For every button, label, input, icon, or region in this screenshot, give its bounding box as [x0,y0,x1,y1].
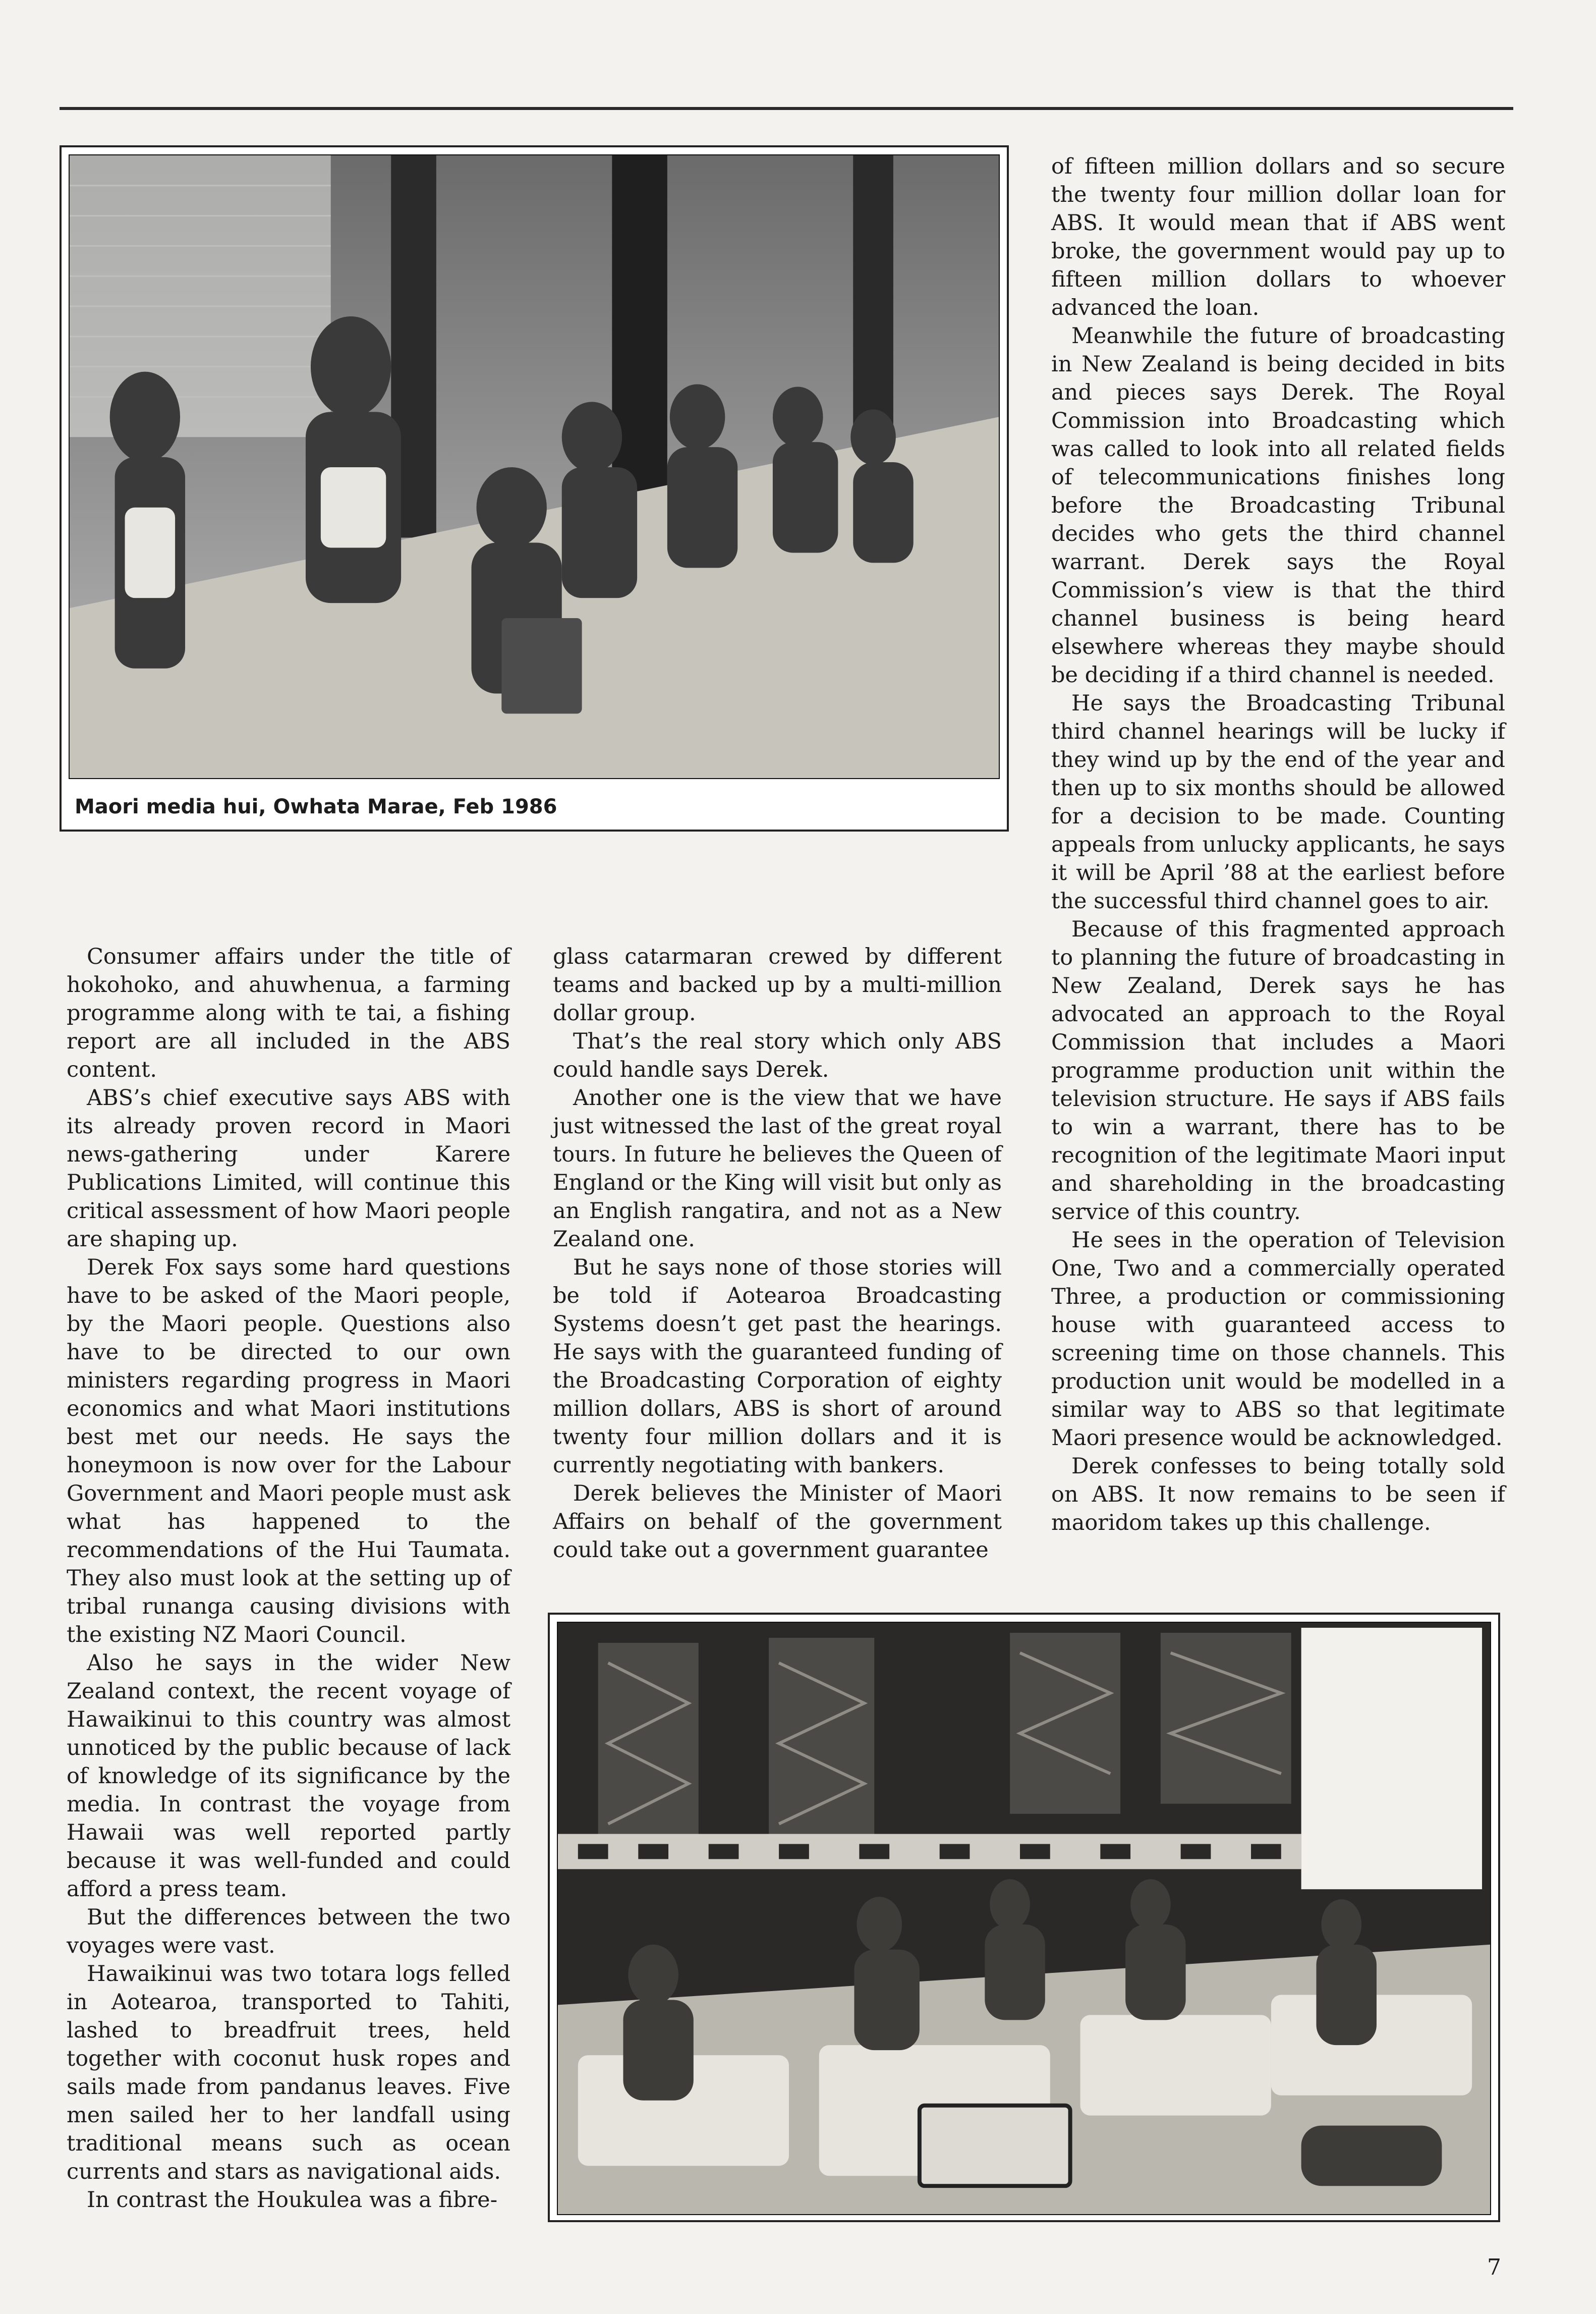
paragraph: ABS’s chief executive says ABS with its already proven record in Maori news-gathering under Karere Publications Limited, will continue this critical assessment of how Maori people are shaping up. [67,1085,510,1252]
bottom-photo [557,1622,1491,2215]
paragraph: That’s the real story which only ABS could handle says Derek. [553,1029,1002,1082]
paragraph: Hawaikinui was two totara logs felled in Aotearoa, transported to Tahiti, lashed to breadfruit trees, held together with coconut husk ropes and sails made from pandanus leaves. Five men sailed her to her landfall using traditional means such as ocean currents and stars as navigational aids. [67,1961,510,2184]
bottom-photo-frame [548,1613,1500,2222]
right-column [1051,152,1505,1537]
paragraph: He sees in the operation of Television One, Two and a commercially operated Three, a production or commissioning house with guaranteed access to screening time on those channels. This production unit would be modelled in a similar way to ABS so that legitimate Maori presence would be acknowledged. [1051,1228,1505,1451]
paragraph: But the differences between the two voyages were vast. [67,1905,510,1958]
paragraph: Also he says in the wider New Zealand context, the recent voyage of Hawaikinui to this country was almost unnoticed by the public because of lack of knowledge of its significance by the media. In contrast the voyage from Hawaii was well reported partly because it was well-funded and could afford a press team. [67,1650,510,1902]
paragraph: In contrast the Houkulea was a fibre- [87,2187,498,2213]
paragraph: Consumer affairs under the title of hokohoko, and ahuwhenua, a farming programme along with te tai, a fishing report are all included in the ABS content. [67,944,510,1082]
paragraph: But he says none of those stories will be told if Aotearoa Broadcasting Systems doesn’t get past the hearings. He says with the guaranteed funding of the Broadcasting Corporation of eighty million dollars, ABS is short of around twenty four million dollars and it is currently negotiating with bankers. [553,1255,1002,1478]
paragraph: Another one is the view that we have just witnessed the last of the great royal tours. In future he believes the Queen of England or the King will visit but only as an English rangatira, and not as a New Zealand one. [553,1085,1002,1252]
top-photo [69,154,1000,779]
left-column [67,943,510,2214]
paragraph: Because of this fragmented approach to planning the future of broadcasting in New Zealand, Derek says he has advocated an approach to the Royal Commission that includes a Maori programme production unit within the television structure. He says if ABS fails to win a warrant, there has to be recognition of the legitimate Maori input and shareholding in the broadcasting service of this country. [1051,917,1505,1225]
paragraph: Derek confesses to being totally sold on ABS. It now remains to be seen if maoridom takes up this challenge. [1051,1454,1505,1535]
top-rule [60,107,1513,110]
top-photo-caption: Maori media hui, Owhata Marae, Feb 1986 [75,795,557,818]
middle-column [553,943,1002,1564]
paragraph: He says the Broadcasting Tribunal third channel hearings will be lucky if they wind up by the end of the year and then up to six months should be allowed for a decision to be made. Counting appeals from unlucky applicants, he says it will be April ’88 at the earliest before the successful third channel goes to air. [1051,691,1505,914]
paragraph: Derek Fox says some hard questions have to be asked of the Maori people, by the Maori people. Questions also have to be directed to our own ministers regarding progress in Maori economics and what Maori institutions best met our needs. He says the honeymoon is now over for the Labour Government and Maori people must ask what has happened to the recommendations of the Hui Taumata. They also must look at the setting up of tribal runanga causing divisions with the existing NZ Maori Council. [67,1255,510,1647]
paragraph: Derek believes the Minister of Maori Affairs on behalf of the government could take out a government guarantee [553,1481,1002,1563]
paragraph: glass catarmaran crewed by different teams and backed up by a multi-million dollar group. [553,944,1002,1026]
paragraph: Meanwhile the future of broadcasting in New Zealand is being decided in bits and pieces says Derek. The Royal Commission into Broadcasting which was called to look into all related fields of telecommunications finishes long before the Broadcasting Tribunal decides who gets the third channel warrant. Derek says the Royal Commission’s view is that the third channel business is being heard elsewhere whereas they maybe should be deciding if a third channel is needed. [1051,323,1505,688]
paragraph: of fifteen million dollars and so secure the twenty four million dollar loan for ABS. It would mean that if ABS went broke, the government would pay up to fifteen million dollars to whoever advanced the loan. [1051,154,1505,320]
top-photo-frame [60,145,1009,832]
page-number: 7 [1487,2254,1501,2280]
